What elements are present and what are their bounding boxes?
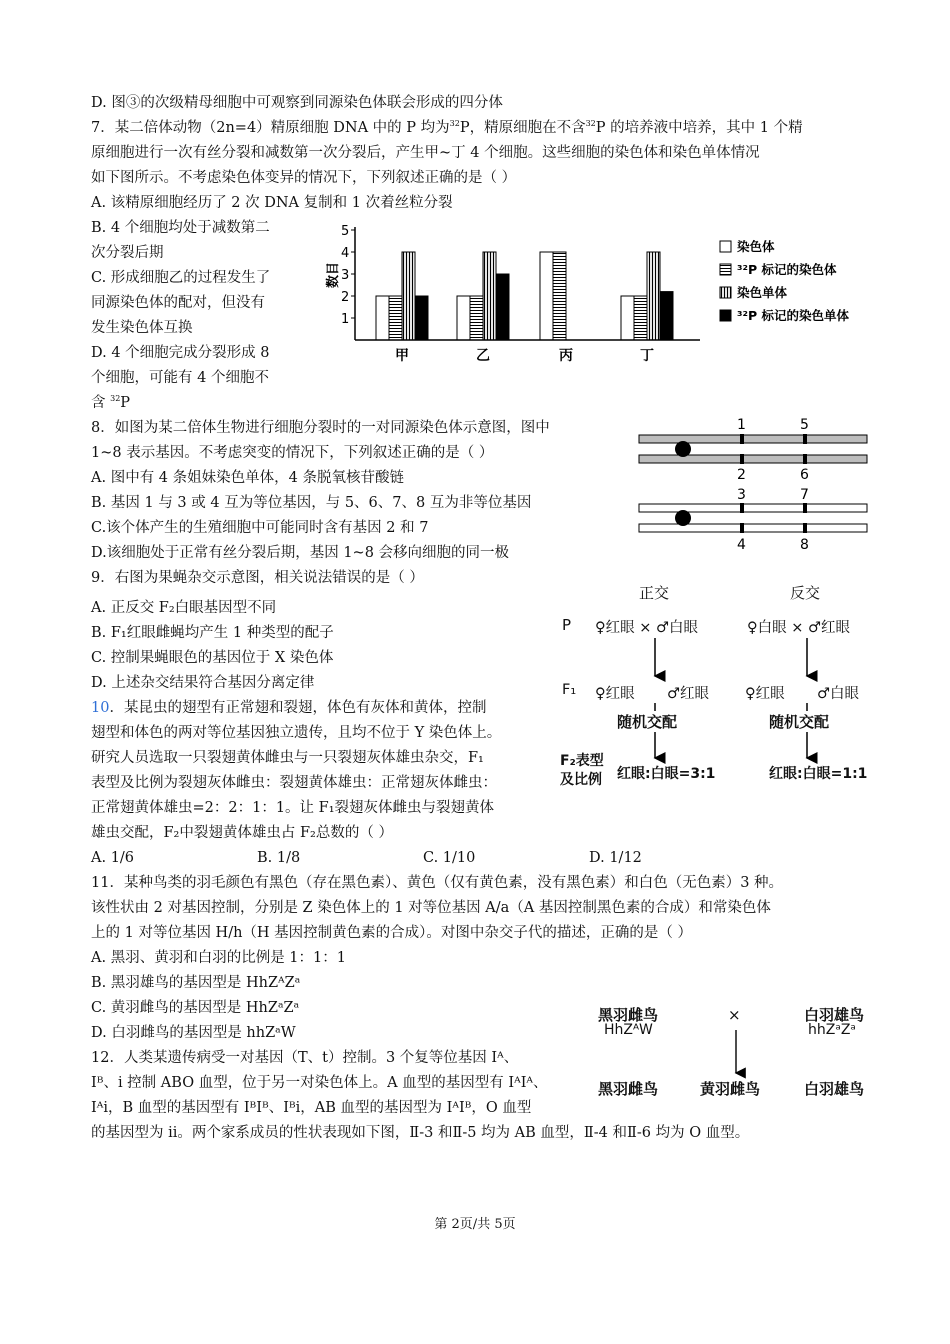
q10-stem-line4: 表型及比例为裂翅灰体雌虫：裂翅黄体雄虫：正常翅灰体雌虫：: [91, 775, 497, 791]
bar-乙-series-0: [457, 296, 470, 340]
bar-丁-series-2: [647, 252, 660, 340]
centromere-2: [675, 510, 691, 526]
q7-option-d-2: 个细胞，可能有 4 个细胞不: [91, 370, 269, 386]
gene-mark-2: [740, 454, 744, 464]
centromere-1: [675, 441, 691, 457]
bird-offspring-1: 黑羽雌鸟: [598, 1080, 659, 1098]
gene-mark-7: [803, 503, 807, 513]
q10-option-c: C. 1/10: [423, 850, 476, 866]
q9-option-a: A. 正反交 F₂白眼基因型不同: [91, 600, 277, 616]
q8-stem-line2: 1~8 表示基因。不考虑突变的情况下，下列叙述正确的是（ ）: [91, 445, 494, 461]
q10-option-b: B. 1/8: [257, 850, 301, 866]
f1-right-male: ♂白眼: [817, 686, 859, 702]
legend-swatch-3: [720, 310, 731, 321]
x-category-label-1: 乙: [476, 348, 490, 364]
q7-stem-line2: 原细胞进行一次有丝分裂和减数第一次分裂后，产生甲~丁 4 个细胞。这些细胞的染色体和染色单体情况: [91, 145, 760, 161]
chromatid-2: [639, 455, 867, 463]
q12-stem-line4: 的基因型为 ii。两个家系成员的性状表现如下图，Ⅱ-3 和Ⅱ-5 均为 AB 血型，Ⅱ-4 和Ⅱ-6 均为 O 血型。: [91, 1125, 750, 1141]
q6-option-d: D. 图③的次级精母细胞中可观察到同源染色体联会形成的四分体: [91, 95, 503, 111]
bar-甲-series-0: [376, 296, 389, 340]
f2-label-2: 及比例: [560, 772, 602, 788]
bar-chart-svg: [315, 222, 875, 367]
bar-乙-series-2: [483, 252, 496, 340]
legend-label-1: ³²P 标记的染色体: [737, 262, 837, 277]
q10-stem-line2: 翅型和体色的两对等位基因独立遗传，且均不位于 Y 染色体上。: [91, 725, 502, 741]
gene-label-3: 3: [737, 487, 746, 503]
q10-stem-line5: 正常翅黄体雄虫=2：2：1：1。让 F₁裂翅灰体雌虫与裂翅黄体: [91, 800, 495, 816]
q7-option-c-2: 同源染色体的配对，但没有: [91, 295, 265, 311]
q8-option-a: A. 图中有 4 条姐妹染色单体，4 条脱氧核苷酸链: [91, 470, 404, 486]
bird-offspring-2: 黄羽雌鸟: [700, 1080, 761, 1098]
bird-p-female: 黑羽雌鸟: [598, 1006, 659, 1024]
q11-stem-line1: 11．某种鸟类的羽毛颜色有黑色（存在黑色素）、黄色（仅有黄色素，没有黑色素）和白色（无色素）3 种。: [91, 875, 784, 891]
q10-option-d: D. 1/12: [589, 850, 642, 866]
p-label: P: [562, 616, 572, 634]
gene-mark-4: [740, 523, 744, 533]
q10-stem-line3: 研究人员选取一只裂翅黄体雌虫与一只裂翅灰体雄虫杂交，F₁: [91, 750, 484, 766]
y-tick-label-3: 3: [341, 268, 350, 283]
bar-丁-series-0: [621, 296, 634, 340]
f1-label: F₁: [562, 682, 577, 698]
bar-乙-series-1: [470, 296, 483, 340]
legend-swatch-2: [720, 287, 731, 298]
y-tick-label-4: 4: [341, 246, 350, 261]
q7-option-b-2: 次分裂后期: [91, 245, 164, 261]
gene-label-5: 5: [800, 417, 809, 433]
q11-option-b: B. 黑羽雄鸟的基因型是 HhZᴬZᵃ: [91, 975, 301, 991]
fanjiao-label: 反交: [790, 584, 821, 602]
bird-p-male: 白羽雄鸟: [804, 1006, 865, 1024]
q11-option-c: C. 黄羽雌鸟的基因型是 HhZᵃZᵃ: [91, 1000, 300, 1016]
zhengjiao-label: 正交: [639, 584, 670, 602]
bird-cross-sign: ×: [728, 1006, 741, 1024]
q12-stem-line3: Iᴬi，B 血型的基因型有 IᴮIᴮ、Iᴮi，AB 血型的基因型为 IᴬIᴮ，O 血型: [91, 1100, 532, 1116]
q8-option-d: D.该细胞处于正常有丝分裂后期，基因 1~8 会移向细胞的同一极: [91, 545, 510, 561]
q9-option-b: B. F₁红眼雌蝇均产生 1 种类型的配子: [91, 625, 334, 641]
chromatid-4: [639, 524, 867, 532]
bar-丙-series-1: [553, 252, 566, 340]
y-tick-label-2: 2: [341, 290, 350, 305]
bird-offspring-3: 白羽雄鸟: [804, 1080, 865, 1098]
q7-stem-line1: 7．某二倍体动物（2n=4）精原细胞 DNA 中的 P 均为$^{32}$P，精原细胞在不含$^{32}$P 的培养液中培养，其中 1 个精: [91, 119, 803, 136]
q7-option-d-3: 含 $^{32}$P: [91, 394, 131, 411]
legend-label-3: ³²P 标记的染色单体: [737, 308, 849, 323]
bird-p-male-genotype: hhZᵃZᵃ: [808, 1022, 856, 1038]
legend-label-2: 染色单体: [737, 285, 788, 300]
q11-option-a: A. 黑羽、黄羽和白羽的比例是 1：1：1: [91, 950, 346, 966]
q12-stem-line1: 12．人类某遗传病受一对基因（T、t）控制。3 个复等位基因 Iᴬ、: [91, 1050, 519, 1066]
bar-丁-series-1: [634, 296, 647, 340]
q8-option-c: C.该个体产生的生殖细胞中可能同时含有基因 2 和 7: [91, 520, 429, 536]
q11-bird-cross-figure: [590, 1000, 890, 1105]
bar-乙-series-3: [496, 274, 509, 340]
f1-left-female: ♀红眼: [595, 686, 635, 702]
mating-right: 随机交配: [769, 713, 830, 731]
q8-option-b: B. 基因 1 与 3 或 4 互为等位基因，与 5、6、7、8 互为非等位基因: [91, 495, 532, 511]
f1-left-male: ♂红眼: [667, 686, 709, 702]
y-tick-label-5: 5: [341, 224, 350, 239]
gene-label-7: 7: [800, 487, 809, 503]
page-footer: 第 2页/共 5页: [434, 1217, 516, 1232]
y-tick-label-1: 1: [341, 312, 350, 327]
q7-option-c-1: C. 形成细胞乙的过程发生了: [91, 270, 271, 286]
q7-bar-chart: [315, 222, 875, 367]
chart-legend: [720, 239, 849, 323]
q7-option-a: A. 该精原细胞经历了 2 次 DNA 复制和 1 次着丝粒分裂: [91, 195, 453, 211]
f2-left-ratio: 红眼:白眼=3:1: [617, 766, 716, 782]
legend-swatch-1: [720, 264, 731, 275]
q9-cross-figure: [555, 578, 895, 793]
legend-label-0: 染色体: [737, 239, 775, 254]
chromatid-1: [639, 435, 867, 443]
gene-mark-1: [740, 434, 744, 444]
bar-甲-series-2: [402, 252, 415, 340]
legend-swatch-0: [720, 241, 731, 252]
bar-丙-series-0: [540, 252, 553, 340]
gene-label-4: 4: [737, 537, 746, 553]
f2-label-1: F₂表型: [560, 753, 604, 769]
gene-label-6: 6: [800, 467, 809, 483]
q11-stem-line3: 上的 1 对等位基因 H/h（H 基因控制黄色素的合成）。对图中杂交子代的描述，正确的是（ ）: [91, 925, 693, 941]
q7-option-d-1: D. 4 个细胞完成分裂形成 8: [91, 345, 270, 361]
f1-right-female: ♀红眼: [745, 686, 785, 702]
q11-stem-line2: 该性状由 2 对基因控制，分别是 Z 染色体上的 1 对等位基因 A/a（A 基因控制黑色素的合成）和常染色体: [91, 900, 771, 916]
p-right-cross: ♀白眼 × ♂红眼: [747, 620, 850, 636]
gene-label-2: 2: [737, 467, 746, 483]
bird-p-female-genotype: HhZᴬW: [604, 1022, 653, 1038]
q9-option-c: C. 控制果蝇眼色的基因位于 X 染色体: [91, 650, 334, 666]
q8-chromosome-figure: [636, 412, 876, 562]
bar-甲-series-1: [389, 296, 402, 340]
bar-甲-series-3: [415, 296, 428, 340]
q10-option-a: A. 1/6: [91, 850, 135, 866]
gene-label-8: 8: [800, 537, 809, 553]
bar-丁-series-3: [660, 292, 673, 340]
q10-stem-line1: 10．某昆虫的翅型有正常翅和裂翅，体色有灰体和黄体，控制: [91, 700, 487, 716]
gene-mark-8: [803, 523, 807, 533]
gene-mark-3: [740, 503, 744, 513]
q10-stem-line6: 雄虫交配，F₂中裂翅黄体雄虫占 F₂总数的（ ）: [91, 825, 393, 841]
chromatid-3: [639, 504, 867, 512]
x-category-label-2: 丙: [559, 348, 573, 364]
q7-option-c-3: 发生染色体互换: [91, 320, 193, 336]
gene-mark-5: [803, 434, 807, 444]
x-category-label-0: 甲: [395, 348, 409, 364]
gene-label-1: 1: [737, 417, 746, 433]
y-axis-label: 数目: [326, 261, 341, 288]
gene-mark-6: [803, 454, 807, 464]
f2-right-ratio: 红眼:白眼=1:1: [769, 766, 868, 782]
q9-stem: 9．右图为果蝇杂交示意图，相关说法错误的是（ ）: [91, 570, 424, 586]
q7-stem-line3: 如下图所示。不考虑染色体变异的情况下，下列叙述正确的是（ ）: [91, 170, 517, 186]
q12-stem-line2: Iᴮ、i 控制 ABO 血型，位于另一对染色体上。A 血型的基因型有 IᴬIᴬ、: [91, 1075, 548, 1091]
p-left-cross: ♀红眼 × ♂白眼: [595, 620, 698, 636]
q9-option-d: D. 上述杂交结果符合基因分离定律: [91, 675, 315, 691]
q7-option-b-1: B. 4 个细胞均处于减数第二: [91, 220, 270, 236]
q8-stem-line1: 8．如图为某二倍体生物进行细胞分裂时的一对同源染色体示意图，图中: [91, 420, 550, 436]
mating-left: 随机交配: [617, 713, 678, 731]
q11-option-d: D. 白羽雌鸟的基因型是 hhZᵃW: [91, 1025, 296, 1041]
x-category-label-3: 丁: [640, 348, 654, 364]
